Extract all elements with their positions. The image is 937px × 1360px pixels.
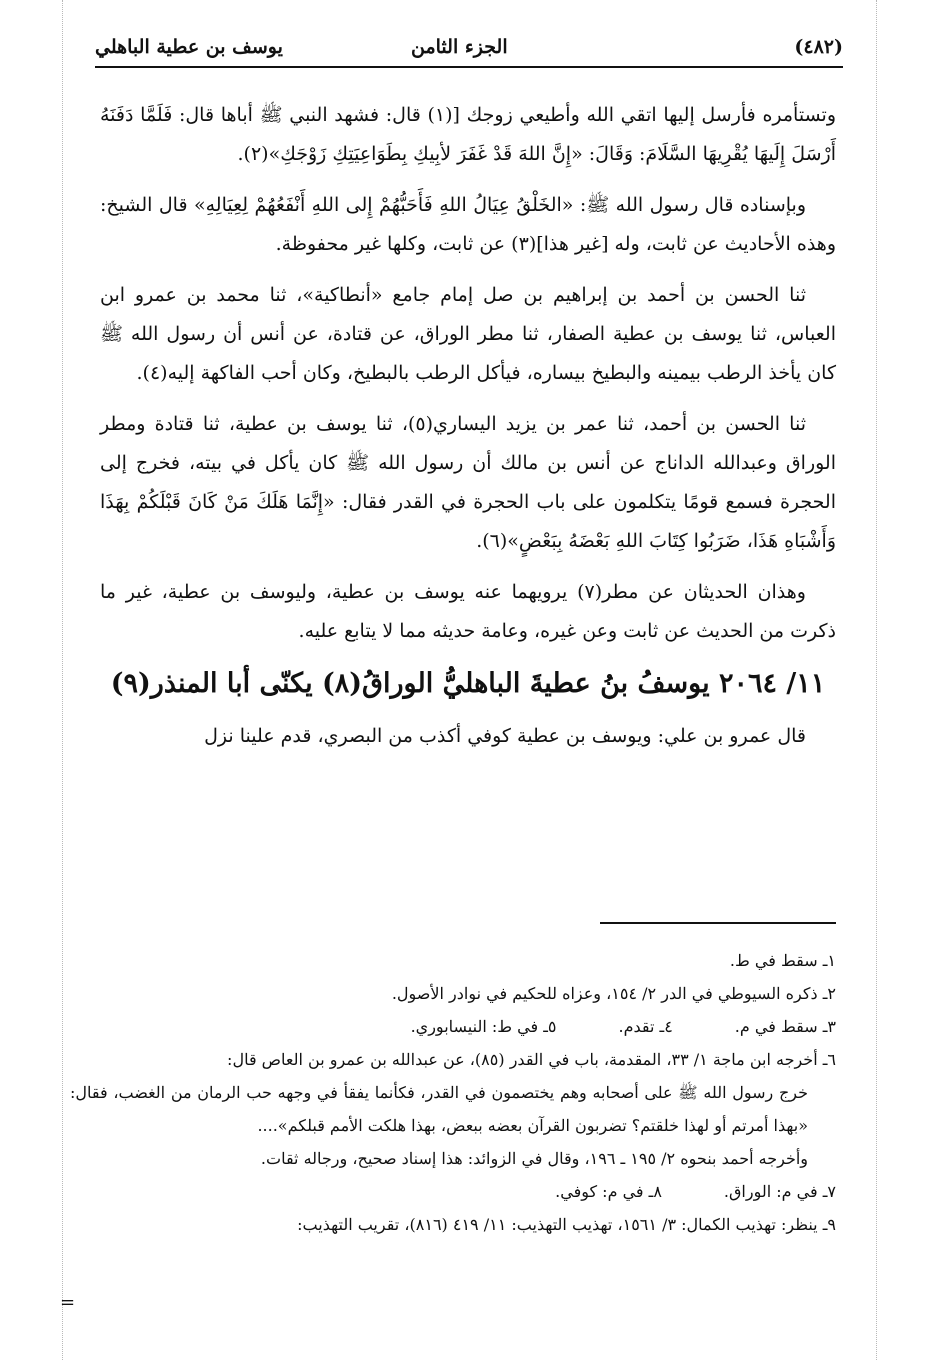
footnote: ٧ـ في م: الوراق. bbox=[723, 1182, 836, 1201]
footnote: ٢ـ ذكره السيوطي في الدر ٢/ ١٥٤، وعزاه للحكيم في نوادر الأصول. bbox=[391, 984, 836, 1003]
part-label: الجزء الثامن bbox=[411, 36, 508, 58]
footnote-continuation: وأخرجه أحمد بنحوه ٢/ ١٩٥ ـ ١٩٦، وقال في الزوائد: هذا إسناد صحيح، ورجاله ثقات. bbox=[260, 1149, 808, 1168]
scan-guide-line bbox=[876, 0, 877, 1360]
footnote: ٤ـ تقدم. bbox=[618, 1017, 673, 1036]
paragraph: ثنا الحسن بن أحمد، ثنا عمر بن يزيد اليساري(٥)، ثنا يوسف بن عطية، ثنا قتادة ومطر الوراق وعبدالله الداناج عن أنس بن مالك أن رسول الله ﷺ كان يأكل في بيته، فخرج إلى الحجرة فسمع قومًا يتكلمون على باب الحجرة في القدر فقال: «إِنَّمَا هَلَكَ مَنْ كَانَ قَبْلَكُمْ بِهَذَا وَأَشْبَاهِ هَذَا، ضَرَبُوا كِتَابَ اللهِ بَعْضَهُ بِبَعْضٍ»(٦). bbox=[100, 413, 836, 552]
paragraph: وبإسناده قال رسول الله ﷺ: «الخَلْقُ عِيَالُ اللهِ فَأَحَبُّهُمْ إِلى اللهِ أَنْفَعُهُمْ لِعِيَالِهِ» قال الشيخ: وهذه الأحاديث عن ثابت، وله [غير هذا](٣) عن ثابت، وكلها غير محفوظة. bbox=[100, 194, 836, 255]
footnote: ١ـ سقط في ط. bbox=[729, 951, 836, 970]
entry-heading: ١١/ ٢٠٦٤ يوسفُ بنُ عطيةَ الباهليُّ الوراقُ(٨) يكنّى أبا المنذر(٩) bbox=[110, 668, 826, 699]
paragraph: ثنا الحسن بن أحمد بن إبراهيم بن صل إمام جامع «أنطاكية»، ثنا محمد بن عمرو ابن العباس، ثنا يوسف بن عطية الصفار، ثنا مطر الوراق، عن قتادة، عن أنس أن رسول الله ﷺ كان يأخذ الرطب بيمينه والبطيخ بيساره، فيأكل الرطب بالبطيخ، وكان أحب الفاكهة إليه(٤). bbox=[100, 284, 836, 384]
scan-guide-line bbox=[62, 0, 63, 1360]
header-rule bbox=[95, 66, 843, 68]
footnote: ٨ـ في م: كوفي. bbox=[555, 1182, 662, 1201]
footnotes bbox=[70, 944, 836, 1241]
footnote: ٣ـ سقط في م. bbox=[734, 1017, 836, 1036]
footnote-separator bbox=[600, 922, 836, 924]
footnote: ٦ـ أخرجه ابن ماجة ١/ ٣٣، المقدمة، باب في القدر (٨٥)، عن عبدالله بن عمرو بن العاص قال: bbox=[227, 1050, 836, 1069]
continuation-mark: = bbox=[60, 1292, 76, 1313]
running-title: يوسف بن عطية الباهلي bbox=[95, 36, 283, 58]
page-header bbox=[95, 22, 843, 72]
page-number: (٤٨٢) bbox=[794, 36, 843, 58]
paragraph: قال عمرو بن علي: ويوسف بن عطية كوفي أكذب من البصري، قدم علينا نزل bbox=[204, 725, 806, 747]
main-text bbox=[100, 96, 836, 768]
footnote: ٥ـ في ط: النيسابوري. bbox=[410, 1017, 557, 1036]
footnote: ٩ـ ينظر: تهذيب الكمال: ٣/ ١٥٦١، تهذيب التهذيب: ١١/ ٤١٩ (٨١٦)، تقريب التهذيب: bbox=[297, 1215, 836, 1234]
paragraph: وهذان الحديثان عن مطر(٧) يرويهما عنه يوسف بن عطية، وليوسف بن عطية، غير ما ذكرت من الحديث عن ثابت وعن غيره، وعامة حديثه مما لا يتابع عليه. bbox=[100, 581, 836, 642]
footnote-continuation: خرج رسول الله ﷺ على أصحابه وهم يختصمون في القدر، فكأنما يفقأ في وجهه حب الرمان من الغضب، فقال: «بهذا أمرتم أو لهذا خلقتم؟ تضربون القرآن بعضه ببعض، بهذا هلكت الأمم قبلكم».... bbox=[70, 1083, 808, 1135]
paragraph: وتستأمره فأرسل إليها اتقي الله وأطيعي زوجك [(١) قال: فشهد النبي ﷺ أباها قال: فَلَمَّا دَفَنَهُ أَرْسَلَ إِلَيهَا يُقْرِيهَا السَّلَامَ: وَقَالَ: «إِنَّ اللهَ قَدْ غَفَرَ لأبِيكِ بِطَوَاعِيَتِكِ زَوْجَكِ»(٢). bbox=[100, 104, 836, 165]
